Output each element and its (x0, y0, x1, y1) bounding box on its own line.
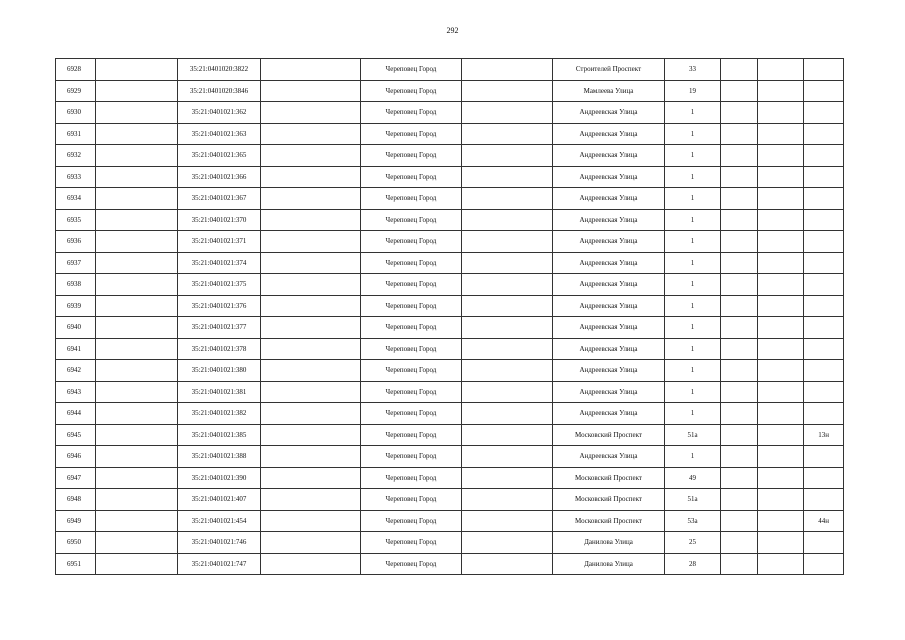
premises-number-cell: 44н (804, 510, 844, 532)
house-number-cell: 1 (665, 338, 721, 360)
row-number-cell: 6940 (56, 317, 96, 339)
page-number: 292 (446, 26, 459, 35)
empty-cell (758, 424, 804, 446)
cadastral-number-cell: 35:21:0401020:3846 (178, 80, 261, 102)
cadastral-number-cell: 35:21:0401021:374 (178, 252, 261, 274)
empty-cell (721, 145, 758, 167)
empty-cell (758, 188, 804, 210)
empty-cell (721, 360, 758, 382)
city-cell: Череповец Город (361, 360, 462, 382)
table-row (56, 424, 844, 446)
empty-cell (462, 532, 553, 554)
empty-cell (721, 252, 758, 274)
house-number-cell: 1 (665, 317, 721, 339)
empty-cell (721, 510, 758, 532)
empty-cell (261, 510, 361, 532)
empty-cell (96, 381, 178, 403)
empty-cell (96, 209, 178, 231)
table-row (56, 381, 844, 403)
city-cell: Череповец Город (361, 510, 462, 532)
empty-cell (462, 59, 553, 81)
street-cell: Андреевская Улица (553, 403, 665, 425)
empty-cell (462, 188, 553, 210)
street-cell: Андреевская Улица (553, 446, 665, 468)
empty-cell (96, 102, 178, 124)
empty-cell (758, 295, 804, 317)
cadastral-number-cell: 35:21:0401021:385 (178, 424, 261, 446)
street-cell: Строителей Проспект (553, 59, 665, 81)
premises-number-cell (804, 553, 844, 575)
empty-cell (721, 102, 758, 124)
empty-cell (96, 446, 178, 468)
registry-rows (56, 59, 844, 575)
cadastral-number-cell: 35:21:0401021:366 (178, 166, 261, 188)
house-number-cell: 1 (665, 166, 721, 188)
street-cell: Данилова Улица (553, 553, 665, 575)
street-cell: Мамлеева Улица (553, 80, 665, 102)
empty-cell (462, 338, 553, 360)
row-number-cell: 6945 (56, 424, 96, 446)
empty-cell (96, 123, 178, 145)
city-cell: Череповец Город (361, 123, 462, 145)
empty-cell (462, 252, 553, 274)
empty-cell (261, 295, 361, 317)
house-number-cell: 1 (665, 403, 721, 425)
table-row (56, 467, 844, 489)
premises-number-cell (804, 252, 844, 274)
city-cell: Череповец Город (361, 231, 462, 253)
house-number-cell: 1 (665, 446, 721, 468)
empty-cell (261, 59, 361, 81)
empty-cell (261, 274, 361, 296)
empty-cell (261, 553, 361, 575)
house-number-cell: 1 (665, 188, 721, 210)
empty-cell (758, 145, 804, 167)
cadastral-number-cell: 35:21:0401021:376 (178, 295, 261, 317)
premises-number-cell (804, 532, 844, 554)
empty-cell (721, 295, 758, 317)
city-cell: Череповец Город (361, 446, 462, 468)
empty-cell (261, 381, 361, 403)
row-number-cell: 6935 (56, 209, 96, 231)
empty-cell (721, 188, 758, 210)
street-cell: Андреевская Улица (553, 166, 665, 188)
empty-cell (721, 166, 758, 188)
row-number-cell: 6939 (56, 295, 96, 317)
premises-number-cell (804, 145, 844, 167)
row-number-cell: 6942 (56, 360, 96, 382)
house-number-cell: 51а (665, 424, 721, 446)
empty-cell (96, 467, 178, 489)
premises-number-cell (804, 274, 844, 296)
empty-cell (462, 102, 553, 124)
house-number-cell: 1 (665, 252, 721, 274)
row-number-cell: 6928 (56, 59, 96, 81)
empty-cell (758, 123, 804, 145)
cadastral-number-cell: 35:21:0401021:371 (178, 231, 261, 253)
empty-cell (758, 231, 804, 253)
empty-cell (462, 317, 553, 339)
empty-cell (261, 145, 361, 167)
registry-table (55, 58, 844, 575)
row-number-cell: 6929 (56, 80, 96, 102)
empty-cell (721, 446, 758, 468)
table-row (56, 338, 844, 360)
empty-cell (96, 403, 178, 425)
street-cell: Андреевская Улица (553, 123, 665, 145)
empty-cell (758, 360, 804, 382)
empty-cell (462, 231, 553, 253)
house-number-cell: 1 (665, 274, 721, 296)
empty-cell (721, 59, 758, 81)
table-row (56, 510, 844, 532)
city-cell: Череповец Город (361, 381, 462, 403)
empty-cell (721, 553, 758, 575)
empty-cell (758, 467, 804, 489)
table-row (56, 489, 844, 511)
premises-number-cell (804, 467, 844, 489)
table-row (56, 188, 844, 210)
empty-cell (721, 231, 758, 253)
empty-cell (261, 209, 361, 231)
row-number-cell: 6946 (56, 446, 96, 468)
empty-cell (721, 467, 758, 489)
empty-cell (721, 424, 758, 446)
table-row (56, 231, 844, 253)
empty-cell (96, 231, 178, 253)
premises-number-cell (804, 102, 844, 124)
empty-cell (721, 80, 758, 102)
empty-cell (462, 123, 553, 145)
empty-cell (261, 424, 361, 446)
empty-cell (758, 489, 804, 511)
table-row (56, 295, 844, 317)
premises-number-cell (804, 80, 844, 102)
table-row (56, 553, 844, 575)
table-row (56, 59, 844, 81)
empty-cell (758, 209, 804, 231)
street-cell: Московский Проспект (553, 510, 665, 532)
empty-cell (261, 188, 361, 210)
empty-cell (96, 317, 178, 339)
house-number-cell: 49 (665, 467, 721, 489)
empty-cell (96, 166, 178, 188)
city-cell: Череповец Город (361, 166, 462, 188)
empty-cell (96, 252, 178, 274)
table-row (56, 252, 844, 274)
premises-number-cell (804, 338, 844, 360)
city-cell: Череповец Город (361, 145, 462, 167)
empty-cell (721, 381, 758, 403)
house-number-cell: 25 (665, 532, 721, 554)
cadastral-number-cell: 35:21:0401021:365 (178, 145, 261, 167)
street-cell: Московский Проспект (553, 467, 665, 489)
table-row (56, 360, 844, 382)
row-number-cell: 6931 (56, 123, 96, 145)
street-cell: Андреевская Улица (553, 338, 665, 360)
house-number-cell: 1 (665, 231, 721, 253)
empty-cell (462, 295, 553, 317)
empty-cell (261, 231, 361, 253)
cadastral-number-cell: 35:21:0401021:381 (178, 381, 261, 403)
house-number-cell: 1 (665, 209, 721, 231)
table-row (56, 102, 844, 124)
house-number-cell: 53а (665, 510, 721, 532)
empty-cell (96, 338, 178, 360)
empty-cell (261, 467, 361, 489)
empty-cell (261, 80, 361, 102)
city-cell: Череповец Город (361, 274, 462, 296)
cadastral-number-cell: 35:21:0401020:3822 (178, 59, 261, 81)
row-number-cell: 6944 (56, 403, 96, 425)
empty-cell (462, 381, 553, 403)
empty-cell (96, 295, 178, 317)
empty-cell (462, 166, 553, 188)
empty-cell (462, 489, 553, 511)
cadastral-number-cell: 35:21:0401021:370 (178, 209, 261, 231)
street-cell: Данилова Улица (553, 532, 665, 554)
empty-cell (462, 467, 553, 489)
cadastral-number-cell: 35:21:0401021:407 (178, 489, 261, 511)
table-row (56, 145, 844, 167)
street-cell: Андреевская Улица (553, 145, 665, 167)
table-row (56, 80, 844, 102)
empty-cell (96, 59, 178, 81)
cadastral-number-cell: 35:21:0401021:375 (178, 274, 261, 296)
empty-cell (758, 59, 804, 81)
empty-cell (758, 166, 804, 188)
street-cell: Андреевская Улица (553, 209, 665, 231)
cadastral-number-cell: 35:21:0401021:747 (178, 553, 261, 575)
street-cell: Андреевская Улица (553, 252, 665, 274)
house-number-cell: 28 (665, 553, 721, 575)
street-cell: Андреевская Улица (553, 231, 665, 253)
street-cell: Андреевская Улица (553, 360, 665, 382)
empty-cell (261, 532, 361, 554)
empty-cell (261, 338, 361, 360)
city-cell: Череповец Город (361, 317, 462, 339)
city-cell: Череповец Город (361, 209, 462, 231)
empty-cell (721, 274, 758, 296)
street-cell: Андреевская Улица (553, 317, 665, 339)
street-cell: Андреевская Улица (553, 381, 665, 403)
empty-cell (96, 188, 178, 210)
house-number-cell: 19 (665, 80, 721, 102)
premises-number-cell (804, 381, 844, 403)
house-number-cell: 1 (665, 381, 721, 403)
cadastral-number-cell: 35:21:0401021:377 (178, 317, 261, 339)
empty-cell (261, 166, 361, 188)
city-cell: Череповец Город (361, 59, 462, 81)
table-row (56, 446, 844, 468)
row-number-cell: 6937 (56, 252, 96, 274)
city-cell: Череповец Город (361, 102, 462, 124)
cadastral-number-cell: 35:21:0401021:380 (178, 360, 261, 382)
table-row (56, 274, 844, 296)
empty-cell (96, 510, 178, 532)
street-cell: Андреевская Улица (553, 102, 665, 124)
empty-cell (96, 360, 178, 382)
empty-cell (462, 274, 553, 296)
premises-number-cell (804, 166, 844, 188)
premises-number-cell (804, 317, 844, 339)
street-cell: Андреевская Улица (553, 274, 665, 296)
house-number-cell: 1 (665, 102, 721, 124)
empty-cell (261, 360, 361, 382)
empty-cell (96, 145, 178, 167)
premises-number-cell (804, 209, 844, 231)
empty-cell (758, 403, 804, 425)
house-number-cell: 1 (665, 295, 721, 317)
city-cell: Череповец Город (361, 252, 462, 274)
cadastral-number-cell: 35:21:0401021:390 (178, 467, 261, 489)
cadastral-number-cell: 35:21:0401021:382 (178, 403, 261, 425)
empty-cell (721, 532, 758, 554)
row-number-cell: 6936 (56, 231, 96, 253)
empty-cell (721, 123, 758, 145)
city-cell: Череповец Город (361, 295, 462, 317)
row-number-cell: 6941 (56, 338, 96, 360)
empty-cell (96, 80, 178, 102)
empty-cell (462, 424, 553, 446)
empty-cell (758, 381, 804, 403)
row-number-cell: 6933 (56, 166, 96, 188)
table-row (56, 209, 844, 231)
street-cell: Московский Проспект (553, 424, 665, 446)
premises-number-cell: 13н (804, 424, 844, 446)
city-cell: Череповец Город (361, 532, 462, 554)
empty-cell (261, 403, 361, 425)
city-cell: Череповец Город (361, 424, 462, 446)
house-number-cell: 51а (665, 489, 721, 511)
table-row (56, 317, 844, 339)
empty-cell (462, 360, 553, 382)
empty-cell (758, 317, 804, 339)
house-number-cell: 1 (665, 145, 721, 167)
premises-number-cell (804, 403, 844, 425)
row-number-cell: 6934 (56, 188, 96, 210)
empty-cell (758, 102, 804, 124)
empty-cell (261, 446, 361, 468)
empty-cell (96, 553, 178, 575)
empty-cell (96, 532, 178, 554)
empty-cell (721, 489, 758, 511)
empty-cell (758, 338, 804, 360)
empty-cell (758, 80, 804, 102)
row-number-cell: 6932 (56, 145, 96, 167)
empty-cell (721, 403, 758, 425)
empty-cell (261, 317, 361, 339)
premises-number-cell (804, 446, 844, 468)
table-row (56, 123, 844, 145)
empty-cell (758, 446, 804, 468)
table-row (56, 532, 844, 554)
house-number-cell: 1 (665, 123, 721, 145)
premises-number-cell (804, 295, 844, 317)
house-number-cell: 1 (665, 360, 721, 382)
city-cell: Череповец Город (361, 188, 462, 210)
empty-cell (462, 209, 553, 231)
empty-cell (261, 102, 361, 124)
premises-number-cell (804, 489, 844, 511)
empty-cell (721, 338, 758, 360)
city-cell: Череповец Город (361, 467, 462, 489)
premises-number-cell (804, 188, 844, 210)
empty-cell (758, 532, 804, 554)
empty-cell (758, 274, 804, 296)
premises-number-cell (804, 231, 844, 253)
empty-cell (462, 553, 553, 575)
empty-cell (758, 252, 804, 274)
row-number-cell: 6943 (56, 381, 96, 403)
street-cell: Андреевская Улица (553, 188, 665, 210)
cadastral-number-cell: 35:21:0401021:454 (178, 510, 261, 532)
table-row (56, 166, 844, 188)
row-number-cell: 6951 (56, 553, 96, 575)
empty-cell (96, 424, 178, 446)
street-cell: Московский Проспект (553, 489, 665, 511)
city-cell: Череповец Город (361, 338, 462, 360)
premises-number-cell (804, 59, 844, 81)
empty-cell (462, 510, 553, 532)
city-cell: Череповец Город (361, 80, 462, 102)
row-number-cell: 6950 (56, 532, 96, 554)
empty-cell (721, 317, 758, 339)
empty-cell (462, 403, 553, 425)
empty-cell (462, 446, 553, 468)
empty-cell (462, 145, 553, 167)
table-row (56, 403, 844, 425)
cadastral-number-cell: 35:21:0401021:746 (178, 532, 261, 554)
street-cell: Андреевская Улица (553, 295, 665, 317)
city-cell: Череповец Город (361, 403, 462, 425)
premises-number-cell (804, 123, 844, 145)
cadastral-number-cell: 35:21:0401021:388 (178, 446, 261, 468)
empty-cell (261, 252, 361, 274)
cadastral-number-cell: 35:21:0401021:362 (178, 102, 261, 124)
city-cell: Череповец Город (361, 553, 462, 575)
cadastral-number-cell: 35:21:0401021:363 (178, 123, 261, 145)
cadastral-number-cell: 35:21:0401021:378 (178, 338, 261, 360)
cadastral-number-cell: 35:21:0401021:367 (178, 188, 261, 210)
row-number-cell: 6949 (56, 510, 96, 532)
empty-cell (758, 553, 804, 575)
house-number-cell: 33 (665, 59, 721, 81)
empty-cell (261, 489, 361, 511)
empty-cell (96, 489, 178, 511)
empty-cell (261, 123, 361, 145)
row-number-cell: 6947 (56, 467, 96, 489)
empty-cell (462, 80, 553, 102)
row-number-cell: 6948 (56, 489, 96, 511)
row-number-cell: 6930 (56, 102, 96, 124)
empty-cell (758, 510, 804, 532)
empty-cell (721, 209, 758, 231)
row-number-cell: 6938 (56, 274, 96, 296)
city-cell: Череповец Город (361, 489, 462, 511)
premises-number-cell (804, 360, 844, 382)
empty-cell (96, 274, 178, 296)
